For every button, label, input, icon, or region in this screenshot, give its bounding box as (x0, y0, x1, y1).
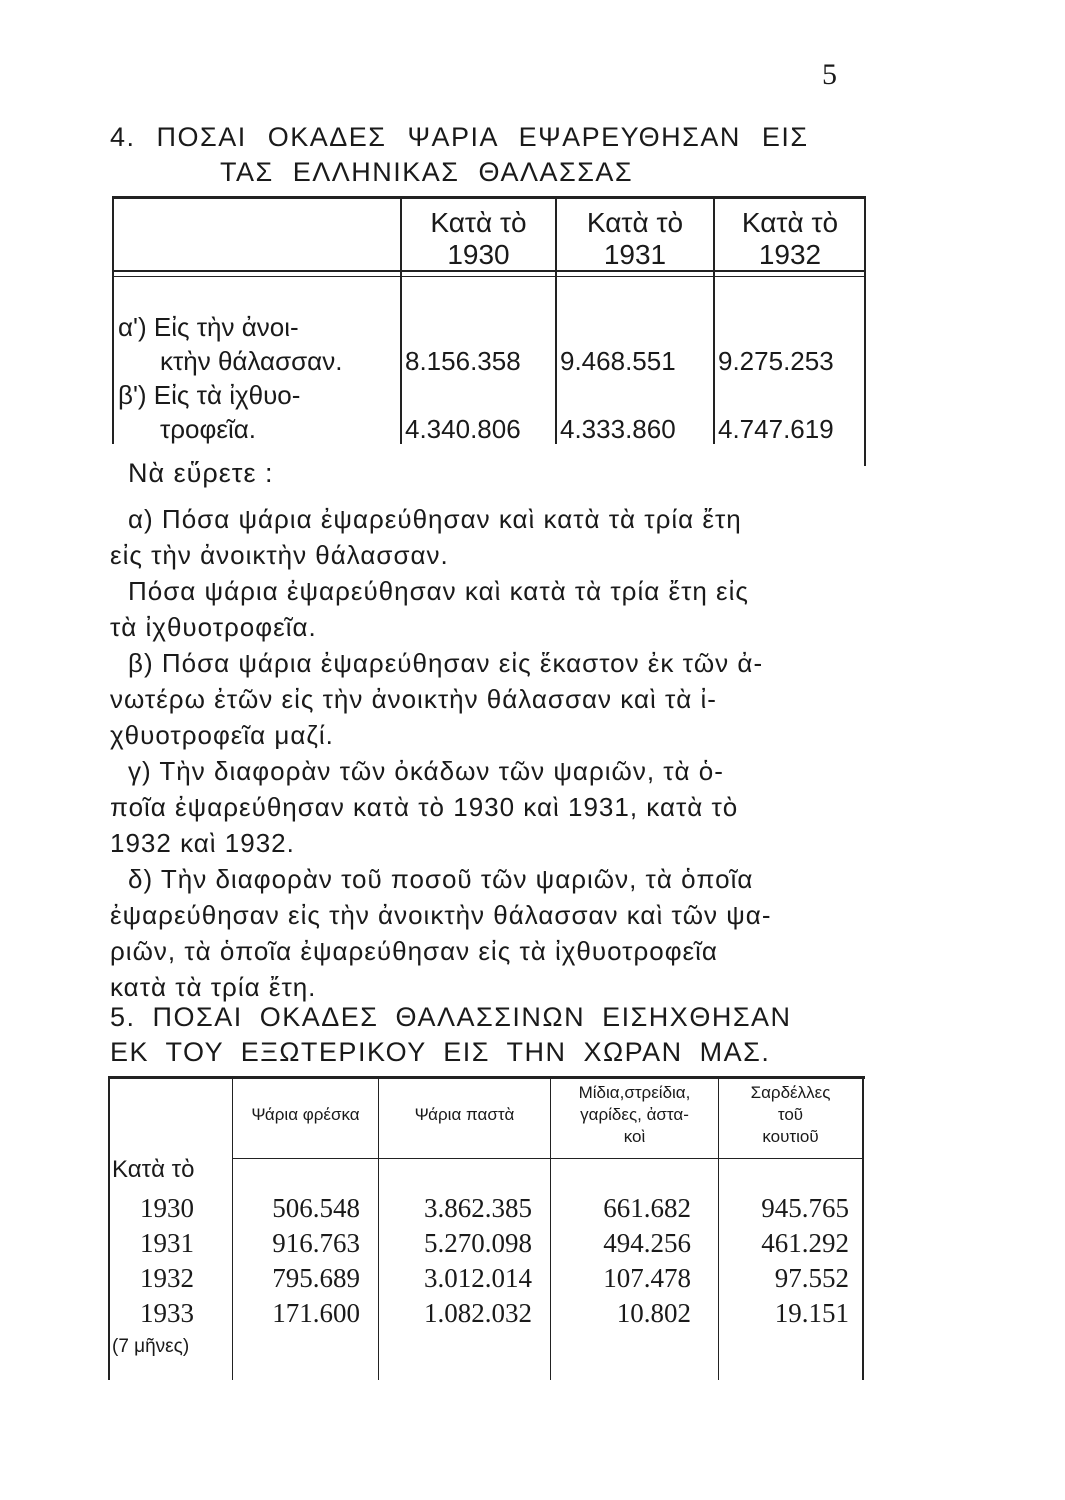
table2-value: 107.478 (603, 1263, 691, 1293)
table1-row-label-open-sea-1: α') Εἰς τὴν ἀνοι- (118, 312, 299, 342)
paragraph-line: δ) Τὴν διαφορὰν τοῦ ποσοῦ τῶν ψαριῶν, τὰ ὁποῖα (128, 864, 754, 894)
table2-value: 3.862.385 (424, 1193, 532, 1223)
table1-rule-left (112, 196, 114, 444)
table2-value: 494.256 (603, 1228, 691, 1258)
table1-header-rule-2 (112, 276, 866, 277)
table2-value: 506.548 (272, 1193, 360, 1223)
table1-row-label-fish-farms-1: β') Εἰς τὰ ἰχθυο- (118, 380, 301, 410)
paragraph-line: γ) Τὴν διαφορὰν τῶν ὀκάδων τῶν ψαριῶν, τὰ ὁ- (128, 756, 724, 786)
paragraph-line: νωτέρω ἐτῶν εἰς τὴν ἀνοικτὴν θάλασσαν καὶ τὰ ἰ- (110, 684, 717, 714)
table2-col-header-canned-sardines: Σαρδέλλες τοῦ κουτιοῦ (750, 1083, 831, 1146)
table1-col-header-1932: Κατὰ τὸ 1932 (741, 207, 839, 270)
table2-value: 461.292 (761, 1228, 849, 1258)
table1-value: 9.275.253 (718, 346, 834, 376)
table1-value: 4.340.806 (405, 414, 521, 444)
table1-value: 4.333.860 (560, 414, 676, 444)
paragraph-line: χθυοτροφεῖα μαζί. (110, 720, 334, 750)
table2-value: 3.012.014 (424, 1263, 532, 1293)
table2-row-header: Κατὰ τὸ (112, 1156, 195, 1183)
table1-value: 8.156.358 (405, 346, 521, 376)
table2-rule-right (862, 1076, 864, 1380)
table2-value: 5.270.098 (424, 1228, 532, 1258)
table1-col-header-1931: Κατὰ τὸ 1931 (586, 207, 684, 270)
table2-value: 97.552 (774, 1263, 849, 1293)
table1-row-label-fish-farms-2: τροφεῖα. (160, 414, 257, 444)
table1-row-label-open-sea-2: κτὴν θάλασσαν. (160, 346, 343, 376)
paragraph-line: 1932 καὶ 1932. (110, 828, 295, 858)
paragraph-line: β) Πόσα ψάρια ἐψαρεύθησαν εἰς ἕκαστον ἐκ τῶν ἀ- (128, 648, 764, 678)
table1-col-header-1930: Κατὰ τὸ 1930 (430, 207, 527, 270)
section5-title-line2: ΕΚ ΤΟΥ ΕΞΩΤΕΡΙΚΟΥ ΕΙΣ ΤΗΝ ΧΩΡΑΝ ΜΑΣ. (110, 1037, 771, 1067)
page-number: 5 (822, 58, 837, 91)
table2-col-header-shellfish: Μίδια,στρείδια, γαρίδες, ἀστα- κοὶ (578, 1083, 691, 1146)
table1-value: 4.747.619 (718, 414, 834, 444)
section5-title-line1: 5. ΠΟΣΑΙ ΟΚΑΔΕΣ ΘΑΛΑΣΣΙΝΩΝ ΕΙΣΗΧΘΗΣΑΝ (110, 1002, 792, 1032)
table2-rule-top (108, 1076, 865, 1079)
table2-value: 945.765 (761, 1193, 849, 1223)
paragraph-line: εἰς τὴν ἀνοικτὴν θάλασσαν. (110, 540, 449, 570)
table2-year: 1930 (140, 1193, 194, 1223)
table2-value: 661.682 (603, 1193, 691, 1223)
table2-value: 916.763 (272, 1228, 360, 1258)
table2-value: 10.802 (616, 1298, 691, 1328)
table2-rule-left (108, 1076, 110, 1380)
table2-year: 1932 (140, 1263, 194, 1293)
paragraph-line: ποῖα ἐψαρεύθησαν κατὰ τὸ 1930 καὶ 1931, κατὰ τὸ (110, 792, 739, 822)
paragraph-line: α) Πόσα ψάρια ἐψαρεύθησαν καὶ κατὰ τὰ τρία ἔτη (128, 504, 742, 534)
table2-footnote: (7 μῆνες) (112, 1336, 190, 1357)
table2-year: 1931 (140, 1228, 194, 1258)
table2-col-header-fresh-fish: Ψάρια φρέσκα (251, 1105, 360, 1124)
paragraph-line: κατὰ τὰ τρία ἔτη. (110, 972, 317, 1002)
paragraph-line: τὰ ἰχθυοτροφεῖα. (110, 612, 317, 642)
table2-value: 19.151 (774, 1298, 849, 1328)
section4-title-line1: 4. ΠΟΣΑΙ ΟΚΑΔΕΣ ΨΑΡΙΑ ΕΨΑΡΕΥΘΗΣΑΝ ΕΙΣ (110, 122, 809, 152)
paragraph-line: ἐψαρεύθησαν εἰς τὴν ἀνοικτὴν θάλασσαν καὶ τῶν ψα- (110, 900, 772, 930)
table2-header-rule (233, 1158, 863, 1159)
table1-rule-top (112, 196, 866, 199)
section4-title-line2: ΤΑΣ ΕΛΛΗΝΙΚΑΣ ΘΑΛΑΣΣΑΣ (220, 157, 634, 187)
table2-year: 1933 (140, 1298, 194, 1328)
table2-value: 1.082.032 (424, 1298, 532, 1328)
table2-value: 795.689 (272, 1263, 360, 1293)
find-label: Νὰ εὕρετε : (128, 458, 274, 488)
paragraph-line: ριῶν, τὰ ὁποῖα ἐψαρεύθησαν εἰς τὰ ἰχθυοτροφεῖα (110, 936, 718, 966)
paragraph-line: Πόσα ψάρια ἐψαρεύθησαν καὶ κατὰ τὰ τρία ἔτη εἰς (128, 576, 749, 606)
table2-value: 171.600 (272, 1298, 360, 1328)
table2-col-header-salted-fish: Ψάρια παστὰ (414, 1105, 515, 1124)
table1-value: 9.468.551 (560, 346, 676, 376)
